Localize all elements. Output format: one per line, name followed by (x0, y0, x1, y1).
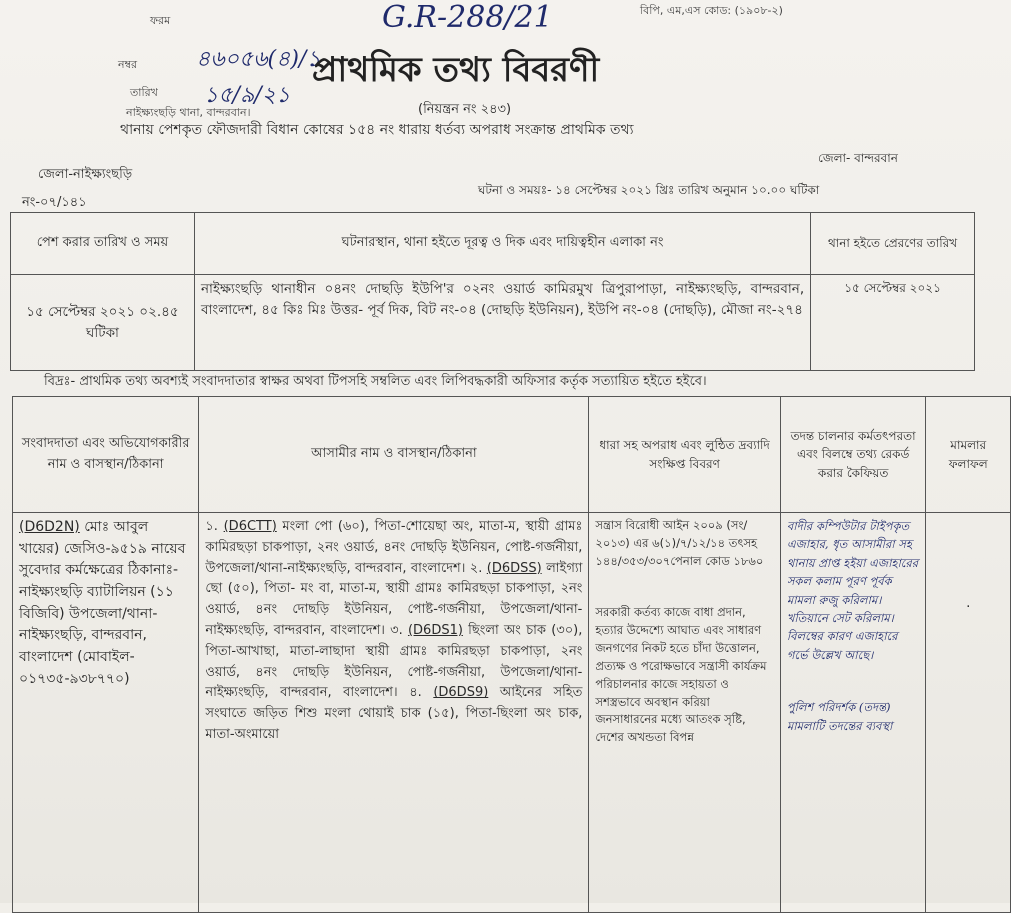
cell-date-time: ১৫ সেপ্টেম্বর ২০২১ ০২.৪৫ ঘটিকা (11, 275, 195, 371)
accused-4-code: (D6DS9) (433, 685, 489, 701)
cell-action (780, 513, 926, 913)
accused-1-code: (D6CTT) (223, 519, 277, 534)
accused-4-text: আইনের সহিত সংঘাতে জড়িত শিশু মংলা থোয়াই চাক (১৫), পিতা-ছিংলা অং চাক, মাতা-অংমায়ো (205, 685, 583, 742)
cell-accused (199, 513, 589, 913)
subtitle: থানায় পেশকৃত ফৌজদারী বিধান কোষের ১৫৪ নং ধারায় ধর্তব্য অপরাধ সংক্রান্ত প্রাথমিক তথ্য (120, 122, 634, 138)
case-number: নং-০৭/১৪১ (22, 195, 87, 210)
accused-1-prefix: ১. (205, 519, 224, 534)
cell-offence (589, 513, 780, 913)
header-informant: সংবাদদাতা এবং অভিযোগকারীর নাম ও বাসস্থান/ঠিকানা (13, 397, 199, 513)
action-investigation: পুলিশ পরিদর্শক (তদন্ত) মামলাটি তদন্তের ব্যবস্থা (786, 700, 893, 733)
event-time: ঘটনা ও সময়ঃ- ১৪ সেপ্টেম্বর ২০২১ খ্রিঃ তারিখ অনুমান ১০.০০ ঘটিকা (478, 183, 820, 197)
offence-description: সরকারী কর্তব্য কাজে বাধা প্রদান, হত্যার উদ্দেশ্যে আঘাত এবং সাধারণ জনগণের নিকট হতে চাঁদা উত্তোলন, প্রত্যক্ষ ও পরোক্ষভাবে সন্ত্রাসী কার্যক্রম পরিচালনার কাজে সহায়তা ও সশস্ত্রভাবে অবস্থান করিয়া জনসাধারনের মধ্যে আতংক সৃষ্টি, দেশের অখন্ডতা বিপন্ন (595, 605, 767, 745)
informant-text: মোঃ আবুল খায়ের) জেসিও-৯৫১৯ নায়েব সুবেদার কর্মক্ষেত্রের ঠিকানাঃ-নাইক্ষ্যংছড়ি ব্যাটালিয়ন (১১ বিজিবি) উপজেলা/থানা- নাইক্ষ্যংছড়ি, বান্দরবান, বাংলাদেশ (মোবাইল- ০১৭৩৫-৯৩৮৭৭০) (19, 519, 186, 687)
accused-3-prefix: ৩. (384, 622, 408, 638)
accused-4-prefix: ৪. (397, 685, 434, 701)
action-text: বাদীর কম্পিউটার টাইপকৃত এজাহার, ধৃত আসামীরা সহ থানায় প্রাপ্ত হইয়া এজাহারের সকল কলাম পূরণ পূর্বক মামলা রুজু করিলাম। খতিয়ানে সেট করিলাম। বিলম্বের কারণ এজাহারে গর্ভে উল্লেখ আছে। (786, 519, 919, 662)
accused-2-text: লাইগ্যা ছো (৫০), পিতা- মং বা, মাতা-ম, স্থায়ী গ্রামঃ কামিরছড়া চাকপাড়া, ২নং ওয়ার্ড, ৪নং দোছড়ি ইউনিয়ন, পোষ্ট-গর্জনীয়া, উপজেলা/থানা-নাইক্ষ্যংছড়ি, বান্দরবান, বাংলাদেশ। (205, 560, 583, 638)
info-table-2 (12, 396, 1011, 913)
header-offence: ধারা সহ অপরাধ এবং লুন্ঠিত দ্রব্যাদি সংক্ষিপ্ত বিবরণ (589, 397, 780, 513)
accused-3-code: (D6DS1) (407, 622, 463, 638)
gr-number: G.R-288/21 (382, 0, 553, 35)
serial-label: নম্বর (118, 58, 138, 71)
accused-3-text: ছিংলা অং চাক (৩০), পিতা-আখাছা, মাতা-লাছাদা স্থায়ী গ্রামঃ কামিরছড়া চাকপাড়া, ২নং ওয়ার্ড, ৪নং দোছড়ি ইউনিয়ন, পোষ্ট-গর্জনীয়া, উপজেলা/থানা-নাইক্ষ্যংছড়ি, বান্দরবান, বাংলাদেশ। (205, 622, 583, 701)
accused-2-code: (D6DSS) (486, 560, 542, 576)
header-result: মামলার ফলাফল (926, 397, 1011, 513)
district-right: জেলা- বান্দরবান (818, 151, 898, 165)
header-sent-date: থানা হইতে প্রেরণের তারিখ (811, 213, 975, 275)
rule-number: (নিয়ন্ত্রন নং ২৪৩) (418, 102, 512, 117)
page-title: প্রাথমিক তথ্য বিবরণী (312, 50, 600, 90)
station-label: নাইক্ষ্যংছড়ি থানা, বান্দরবান। (126, 106, 251, 119)
attestation-note: বিদ্রঃ- প্রাথমিক তথ্য অবশ্যই সংবাদদাতার স্বাক্ষর অথবা টিপসহি সম্বলিত এবং লিপিবদ্ধকারী অফিসার কর্তৃক সত্যায়িত হইতে হইবে। (44, 374, 707, 389)
header-action: তদন্ত চালনার কর্মতৎপরতা এবং বিলম্বে তথ্য রেকর্ড করার কৈফিয়ত (780, 397, 926, 513)
cell-place: নাইক্ষ্যংছড়ি থানাধীন ০৪নং দোছড়ি ইউপি'র ০২নং ওয়ার্ড কামিরমুখ ত্রিপুরাপাড়া, নাইক্ষ্যংছড়ি, বান্দরবান, বাংলাদেশ, ৪৫ কিঃ মিঃ উত্তর- পূর্ব দিক, বিট নং-০৪ (দোছড়ি ইউনিয়ন), ইউপি নং-০৪ (দোছড়ি), মৌজা নং-২৭৪ (194, 275, 810, 371)
offence-sections: সন্ত্রাস বিরোধী আইন ২০০৯ (সং/২০১৩) এর ৬(১)/৭/১২/১৪ তৎসহ ১৪৪/৩৫৩/৩০৭পেনাল কোড ১৮৬০ (595, 518, 764, 568)
informant-code: (D6D2N) (19, 519, 80, 535)
cell-result: . (926, 513, 1011, 913)
accused-2-prefix: ২. (465, 560, 487, 576)
cell-informant (13, 513, 199, 913)
form-label: ফরম (150, 14, 171, 27)
accused-1-text: মংলা পো (৬০), পিতা-শোয়েছা অং, মাতা-ম, স্থায়ী গ্রামঃ কামিরছড়া চাকপাড়া, ২নং ওয়ার্ড, ৪নং দোছড়ি ইউনিয়ন, পোষ্ট-গর্জনীয়া, উপজেলা/থানা-নাইক্ষ্যংছড়ি, বান্দরবান, বাংলাদেশ। (205, 519, 583, 576)
date-label: তারিখ (130, 86, 158, 99)
handwritten-date: ১৫/৯/২১ (204, 83, 291, 108)
info-table-1 (10, 212, 975, 371)
header-date-time: পেশ করার তারিখ ও সময় (11, 213, 195, 275)
top-right-code: বিপি, এম,এস কোড: (১৯০৮-২) (640, 4, 783, 17)
serial-number: ৪৬০৫৬(৪)/১ (196, 47, 321, 72)
header-accused: আসামীর নাম ও বাসস্থান/ঠিকানা (199, 397, 589, 513)
header-place: ঘটনারস্থান, থানা হইতে দূরত্ব ও দিক এবং দায়িত্বহীন এলাকা নং (194, 213, 810, 275)
district-left: জেলা-নাইক্ষ্যংছড়ি (38, 167, 133, 182)
cell-sent-date: ১৫ সেপ্টেম্বর ২০২১ (811, 275, 975, 371)
